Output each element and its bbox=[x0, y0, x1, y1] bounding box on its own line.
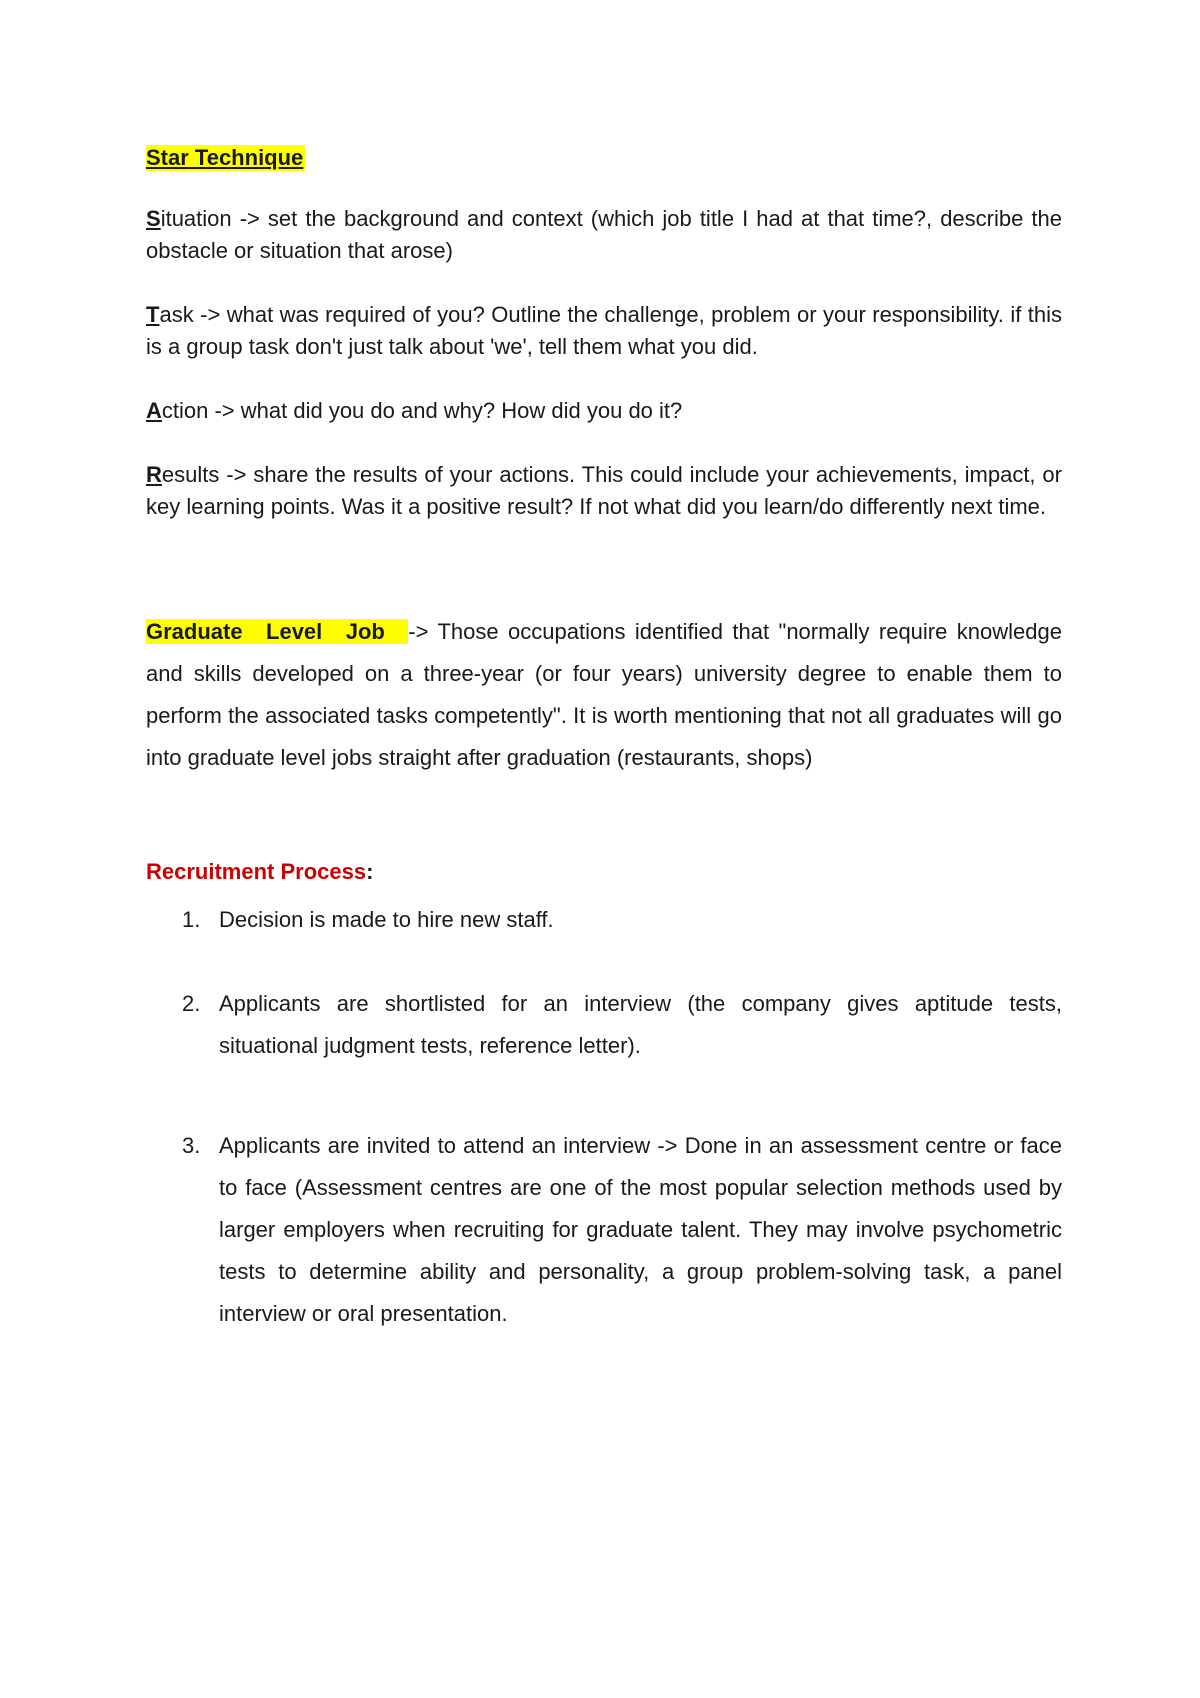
list-item-number: 1. bbox=[182, 907, 201, 932]
recruitment-process-heading bbox=[146, 851, 1062, 893]
list-item-text: Decision is made to hire new staff. bbox=[219, 907, 554, 932]
star-action-text: ction -> what did you do and why? How did you do it? bbox=[161, 398, 683, 423]
graduate-level-job-term: Graduate Level Job bbox=[146, 619, 409, 644]
star-task-paragraph bbox=[146, 299, 1062, 363]
section-spacer bbox=[146, 523, 1062, 611]
star-results-text: esults -> share the results of your actions. This could include your achievements, impact, or key learning points. Was it a positive result? If not what did you learn/do differently next time. bbox=[146, 462, 1062, 519]
recruitment-process-colon: : bbox=[366, 859, 374, 884]
graduate-level-job-paragraph bbox=[146, 611, 1062, 779]
star-task-text: ask -> what was required of you? Outline the challenge, problem or your responsibility. if this is a group task don't just talk about 'we', tell them what you did. bbox=[146, 302, 1062, 359]
list-item bbox=[146, 1125, 1062, 1335]
star-action-paragraph bbox=[146, 395, 1062, 427]
star-task-letter: T bbox=[146, 302, 160, 327]
star-situation-paragraph bbox=[146, 203, 1062, 267]
star-results-paragraph bbox=[146, 459, 1062, 523]
star-action-letter: A bbox=[146, 398, 162, 423]
document-content bbox=[146, 145, 1062, 1335]
list-item bbox=[146, 983, 1062, 1067]
star-situation-text: ituation -> set the background and context (which job title I had at that time?, describe the obstacle or situation that arose) bbox=[146, 206, 1062, 263]
list-item-text: Applicants are invited to attend an interview -> Done in an assessment centre or face to face (Assessment centres are one of the most popular selection methods used by larger employers when recruiting for graduate talent. They may involve psychometric tests to determine ability and personality, a group problem-solving task, a panel interview or oral presentation. bbox=[219, 1133, 1062, 1326]
list-item-text: Applicants are shortlisted for an interview (the company gives aptitude tests, situational judgment tests, reference letter). bbox=[219, 991, 1062, 1058]
graduate-level-job-definition: -> Those occupations identified that "normally require knowledge and skills developed on a three-year (or four years) university degree to enable them to perform the associated tasks competently". It is worth mentioning that not all graduates will go into graduate level jobs straight after graduation (restaurants, shops) bbox=[146, 619, 1062, 770]
recruitment-steps-list bbox=[146, 899, 1062, 1335]
recruitment-process-title: Recruitment Process bbox=[146, 859, 367, 884]
list-item bbox=[146, 899, 1062, 941]
star-section bbox=[146, 145, 1062, 523]
list-item-number: 3. bbox=[182, 1133, 201, 1158]
star-situation-letter: S bbox=[146, 206, 161, 231]
star-technique-heading: Star Technique bbox=[146, 145, 304, 170]
list-item-number: 2. bbox=[182, 991, 201, 1016]
star-results-letter: R bbox=[146, 462, 162, 487]
